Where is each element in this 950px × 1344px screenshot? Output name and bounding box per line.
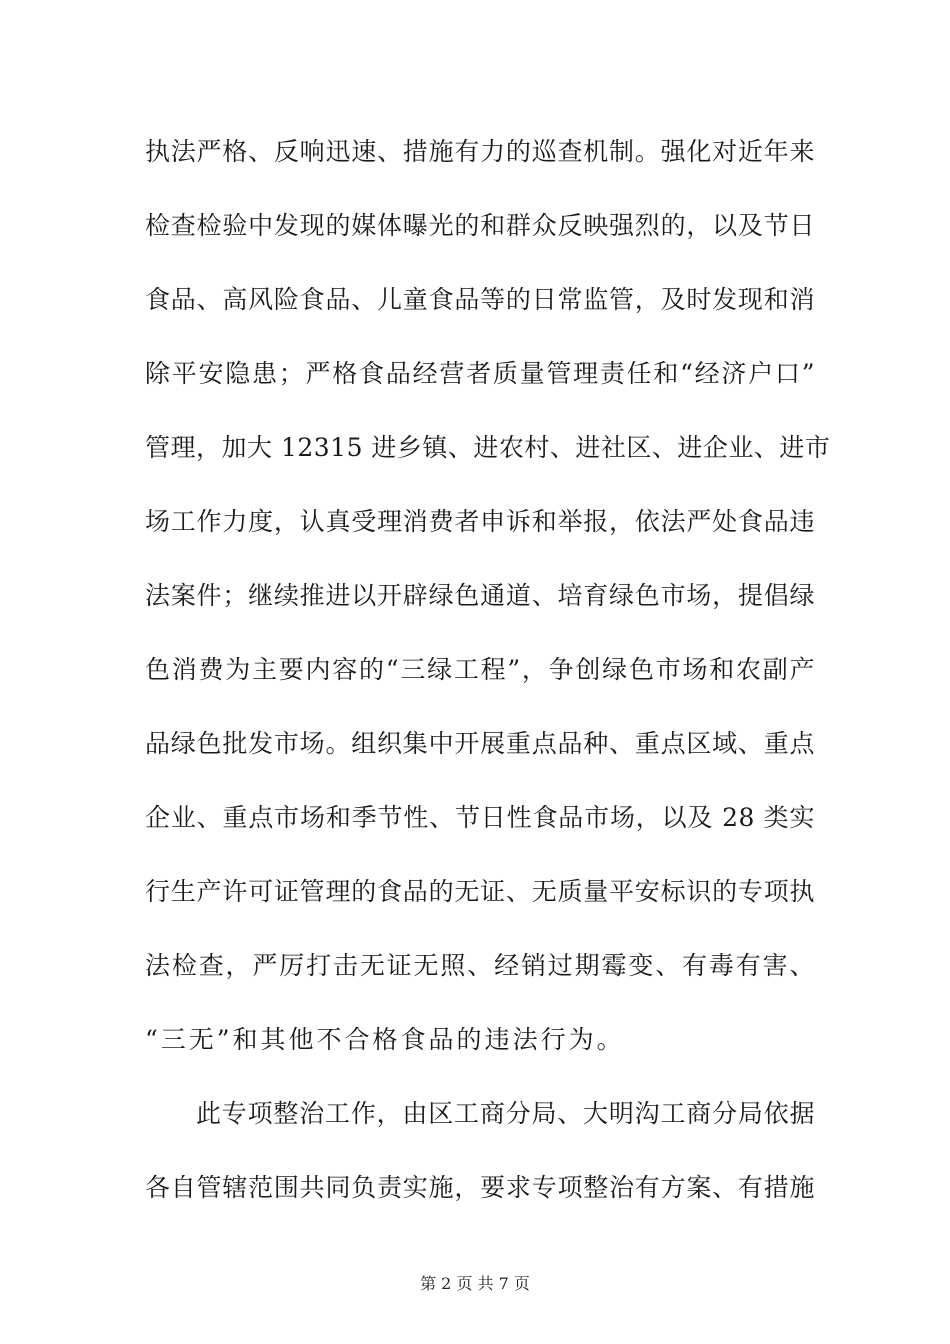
text-line: 此专项整治工作，由区工商分局、大明沟工商分局依据 [196, 1099, 815, 1128]
text-line: 行生产许可证管理的食品的无证、无质量平安标识的专项执 [145, 877, 815, 906]
text-line: 管理，加大 12315 进乡镇、进农村、进社区、进企业、进市 [145, 433, 831, 462]
text-line: 企业、重点市场和季节性、节日性食品市场，以及 28 类实 [145, 803, 815, 832]
text-line: 场工作力度，认真受理消费者申诉和举报，依法严处食品违 [145, 507, 815, 536]
text-line: 检查检验中发现的媒体曝光的和群众反映强烈的，以及节日 [145, 211, 815, 240]
text-line: 执法严格、反响迅速、措施有力的巡查机制。强化对近年来 [145, 137, 815, 166]
text-line: 除平安隐患；严格食品经营者质量管理责任和“经济户口” [145, 359, 815, 388]
text-line: 食品、高风险食品、儿童食品等的日常监管，及时发现和消 [145, 285, 815, 314]
text-line: “三无”和其他不合格食品的违法行为。 [145, 1025, 625, 1054]
text-line: 各自管辖范围共同负责实施，要求专项整治有方案、有措施 [145, 1173, 815, 1202]
text-line: 品绿色批发市场。组织集中开展重点品种、重点区域、重点 [145, 729, 815, 758]
text-line: 色消费为主要内容的“三绿工程”，争创绿色市场和农副产 [145, 655, 815, 684]
text-line: 法案件；继续推进以开辟绿色通道、培育绿色市场，提倡绿 [145, 581, 815, 610]
page-number-footer: 第 2 页 共 7 页 [420, 1274, 530, 1293]
text-line: 法检查，严厉打击无证无照、经销过期霉变、有毒有害、 [145, 951, 815, 980]
